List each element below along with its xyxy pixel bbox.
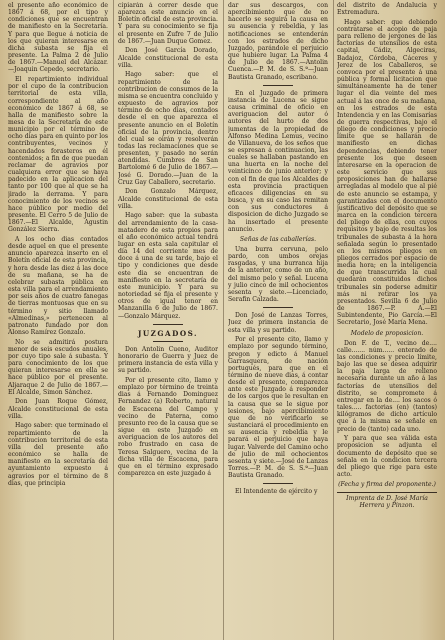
paragraph: A los ocho dias contados desde aquel en que el presente anuncio aparezca inserto en el Boletín oficial de esta provincia, y hora desde las diez á las doce de su mañana, se ha de celebrar subasta pública en esta villa para el arrendamiento por seis años de cuatro fanegas de tierras montuosas que en su término y sitio llamado «Almedinas,» pertenecen al patronato fundado por don Alonso Ramírez Gonzalo. <box>8 236 108 337</box>
section-divider <box>263 85 293 86</box>
subheading: Señas de las caballerías. <box>239 235 317 243</box>
paragraph: Por el presente cito, llamo y emplazo por término de treinta dias á Fernando Dominguez Fernandez (a) Roberto, natural de Escacena del Campo y vecino de Paterna, como presunto reo de la causa que se sigue en este Juzgado en averiguacion de los autores del robo frustrado en casa de Teresa Salguero, vecina de la dicha villa de Escacena, para que en el término expresado comparezca en este juzgado á <box>118 377 218 478</box>
paragraph: el presente año económico de 1867 á 68, por el tipo y condiciones que se encuentran de manifiesto en la Secretaría. Y para que llegue á noticia de los que quieran interesarse en dicha subasta se fija el presente. La Palma 2 de Julio de 1867.—Manuel del Alcázar.—Joaquin Cepedo, secretario. <box>8 2 108 74</box>
paragraph: Don Juan Roque Gómez, Alcalde constitucional de esta villa. <box>8 398 108 420</box>
paragraph: No se admitirá postura menor de seis escudos anuales, por cuyo tipo sale á subasta. Y para conocimiento de los que quieran interesarse en ella se hace público por el presente. Aljaraque 2 de Julio de 1867.—El Alcalde, Simon Sánchez. <box>8 338 108 396</box>
paragraph: Don José de Lanzas Torres, Juez de primera instancia de esta villa y su partido. <box>228 312 328 334</box>
column-2 <box>118 2 218 636</box>
column-rule <box>113 0 114 640</box>
paragraph: Don Antolin Cueno, Auditor honorario de Guerra y Juez de primera instancia de esta villa y su partido. <box>118 345 218 375</box>
column-4 <box>337 2 437 636</box>
paragraph: Hago saber: que debiendo contratarse el acopio de paja para relleno de jergones de las factorías de utensilios de esta capital, Cádiz, Algeciras, Badajoz, Córdoba, Cáceres y Jerez de los Caballeros, se convoca por el presente á una pública y formal licitacion que simultáneamente ha de tener lugar el dia veinte del mes actual á las once de su mañana, en los estrados de esta Intendencia y en las Comisarías de guerra respectivas, bajo el pliego de condiciones y precio límite que se hallarán de manifiesto en dichas dependencias, debiendo tener presente los que deseen interesarse en la operacion de este servicio que sus proposiciones han de hallarse arregladas al modelo que al pié de este anuncio se estampa, y garantizadas con el documento justificativo del depósito que se marca en la condicion tercera del pliego de ellas, con cuyos requisitos y bajo de resultas los tribunales de subasta á la hora señalada según lo presentado en los mismos pliegos en pliegos cerrados por espacio de media hora; en la inteligencia de que transcurrida la cual quedarán constituidos dichos tribunales sin poderse admitir más ni retirar los ya presentados. Sevilla 6 de Julio de 1867.—P. A.—El Subintendente, Pio García.—El Secretario, José María Mena. <box>337 18 437 327</box>
paragraph: Don F. de T., vecino de.... calle....... núm...... enterado de las condiciones y precio límite, bajo las que se desea adquirir la paja larga de relleno necesaria durante un año á las factorías de utensilios del distrito, se compromete á entregar en la de.... los sacos ó tales..... factorias (en) (tantos) kilógramos de dicho artículo que á la misma se señale en precio de (tanto) cada uno. <box>337 339 437 433</box>
column-rule <box>223 0 224 640</box>
column-rule <box>333 0 334 640</box>
section-divider <box>153 341 183 342</box>
paragraph: El repartimiento individual por el cupo de la contribucion territorial de esta villa, correspondiente al año económico de 1867 á 68, se halla de manifiesto sobre la mesa de la Secretaría de este municipio por el término de ocho dias para en quinto por los contribuyentes, vecinos y hacendados forasteros en él contenidos; a fin de que puedan reclamar de agravios por cualquiera error que se haya padecido en la aplicacion del tanto por 100 que al que se ha jirado la derrama. Y para conocimiento de los vecinos se hace público por medio del presente. El Cerro 5 de Julio de 1867.—El Alcalde, Agustin González Sierra. <box>8 76 108 234</box>
paragraph: Y para que sea válida esta proposicion se adjunta el documento de depósito que se señala en la condicion tercera del pliego que rige para este acto. <box>337 435 437 478</box>
column-1 <box>8 2 108 636</box>
paragraph: cipiarán á correr desde que aparezca este anuncio en el Boletín oficial de esta provincia. Y para su conocimiento se fija el presente en Zufre 7 de Julio de 1867.—Juan Duque Gomez. <box>118 2 218 45</box>
paragraph: Hago saber: que el repartimiento de la contribucion de consumos de la misma se encuentra concluido y expuesto de agravios por término de ocho dias, contados desde el en que aparezca el presente anuncio en el Boletín oficial de la provincia, dentro del cual se oirán y resolverán todas las reclamaciones que se presenten, y pasado no serán atendidas. Cumbres de San Bartolomé 6 de Julio de 1867.—José G. Dorado.—Juan de la Cruz Gay Caballero, secretario. <box>118 71 218 186</box>
paragraph: del distrito de Andalucía y Extremadura. <box>337 2 437 17</box>
section-heading: JUZGADOS. <box>137 328 199 338</box>
paragraph: Por el presente cito, llamo y emplazo por segundo término, pregon y edicto á Manuel Garrasquera, de nación portugués, para que en el término de nueve dias, á contar desde el presente, comparezca ante este Juzgado á responder de los cargos que le resultan en la causa que se le sigue por lesiones, bajo apercibimiento que de no verificarlo se sustanciará el procedimiento en su ausencia y rebeldía y le parará el perjuicio que haya lugar. Valverde del Camino ocho de julio de mil ochocientos sesenta y siete.—José de Lanzas Torres.—P. M. de S. S.ª—Juan Bautista Granado. <box>228 336 328 480</box>
paragraph: Hago saber: que terminado el repartimiento de la contribucion territorial de esta villa del presente año económico se halla de manifiesto en la secretaría del ayuntamiento expuesto á agravios por el término de 8 dias, que principia <box>8 422 108 487</box>
section-divider <box>263 307 293 308</box>
section-divider <box>263 483 293 484</box>
printer-imprint: Imprenta de D. José María Herrera y Pinzon. <box>337 492 437 509</box>
column-3 <box>228 2 328 636</box>
paragraph: En el Juzgado de primera instancia de Lucena se sigue causa criminal de oficio en averiguacion del autor ó autores del hurto de dos jumentas de la propiedad de Alfonso Medina Lemus, vecino de Villanueva, de los seños que se espresan á continuacion, las cuales se hallaban pastando en una huerta en la noche del veinticinco de junio anterior; y con el fin de que los Alcaldes de esta provincia practiquen eficaces diligencias en su busca, y en su caso las remitan con sus conductores á disposicion de dicho Juzgado se ha insertado el presente anuncio. <box>228 89 328 233</box>
paragraph: Hago saber: que la subasta del arrendamiento de la casa-matadero de esta propios para el año económico actual tendrá lugar en esta sala capitular el día 14 del corriente mes de doce á una de su tarde, bajo el tipo y condiciones que desde este dia se encuentran de manifiesto en la secretaría de este municipio. Y para su notoriedad se fija el presente y otros de igual tenor en Manzanilla 6 de Julio de 1867.—Gonzalo Márquez. <box>118 212 218 320</box>
paragraph: Don José García Dorado, Alcalde constitucional de esta villa. <box>118 47 218 69</box>
signature-line: (Fecha y firma del proponente.) <box>338 481 436 489</box>
section-divider <box>153 324 183 325</box>
paragraph: Don Gonzalo Márquez, Alcalde constitucional de esta villa. <box>118 188 218 210</box>
paragraph: Una burra cervuna, pelo pardo, con umbos orejas rasgadas, y una burranca hija de la anterior, como de un año, del mismo pelo y señal. Lucena y julio cinco de mil ochocientos sesenta y siete.—Licenciado, Serafin Calzada. <box>228 246 328 304</box>
paragraph: El Intendente de ejército y <box>235 488 318 496</box>
paragraph: dar sus descargos, con apercibimiento que de no hacerlo se seguirá la causa en su ausencia y rebeldía, y las notificaciones se entenderán con los estrados de dicho Juzgado, parándole el perjuicio que hubiere lugar. La Palma 4 de Julio de 1867.—Antolin Cuenca.—P. M. de S. S.ª—Juan Bautista Granado, escribano. <box>228 2 328 81</box>
subheading: Modelo de proposicion. <box>350 329 424 337</box>
